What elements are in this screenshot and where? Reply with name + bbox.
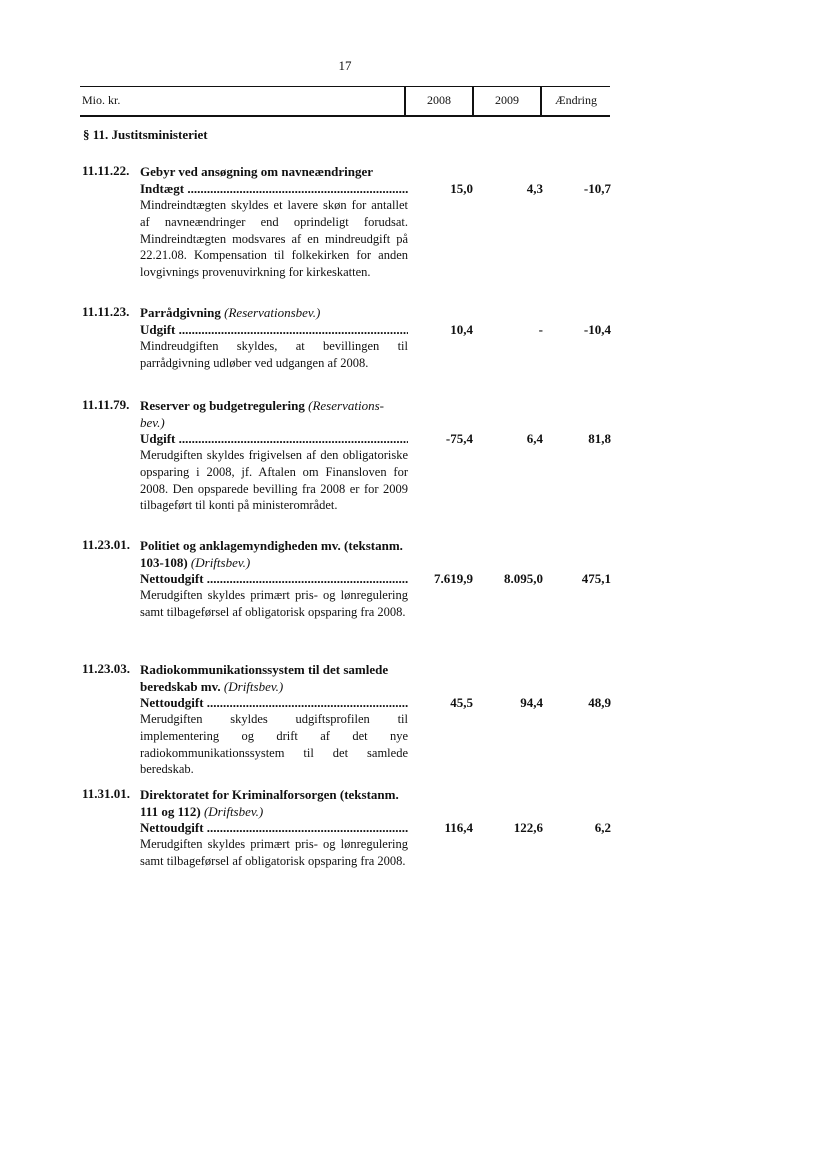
entry-lead-label: Udgift ..... [140,430,408,447]
value-2008: -75,4 [445,431,473,446]
entry-lead-label: Udgift ..... [140,321,408,338]
table-header-bottom-rule [80,115,610,117]
column-header-change: Ændring [555,93,597,107]
entry-title: Reserver og budgetregulering (Reservations-bev.) [140,398,384,430]
value-change: 475,1 [581,571,611,586]
value-2009: 4,3 [526,181,543,196]
value-2008: 45,5 [450,695,473,710]
entry-lead-label: Nettoudgift ..... [140,694,408,711]
entry-title: Parrådgivning (Reservationsbev.) [140,305,321,320]
entry-title: Direktoratet for Kriminalforsorgen (tekstanm. 111 og 112) (Driftsbev.) [140,787,399,819]
entry-description: Merudgiften skyldes primært pris- og lønregulering samt tilbageførsel af obligatorisk opsparing fra 2008. [140,588,408,619]
account-code: 11.11.79. [82,397,130,412]
account-code: 11.23.03. [82,661,131,676]
value-2008: 15,0 [450,181,473,196]
account-code: 11.11.22. [82,163,130,178]
account-code: 11.11.23. [82,304,130,319]
entry-title: Politiet og anklagemyndigheden mv. (tekstanm. 103-108) (Driftsbev.) [140,538,403,570]
value-2009: 6,4 [526,431,543,446]
column-header-2008: 2008 [427,93,451,107]
value-2009: - [538,322,543,337]
entry-description: Merudgiften skyldes frigivelsen af den obligatoriske opsparing i 2008, jf. Aftalen om Finansloven for 2008. Den opsparede bevilling fra 2008 er for 2009 tilbageført til konti på ministerområdet. [140,448,408,513]
unit-label: Mio. kr. [82,93,121,107]
value-2009: 94,4 [520,695,543,710]
value-change: -10,7 [583,181,611,196]
entry-title: Gebyr ved ansøgning om navneændringer [140,164,374,179]
entry-description: Merudgiften skyldes primært pris- og lønregulering samt tilbageførsel af obligatorisk opsparing fra 2008. [140,837,408,868]
entry-lead-label: Nettoudgift ..... [140,570,408,587]
value-change: 81,8 [588,431,611,446]
value-change: -10,4 [583,322,611,337]
value-2008: 10,4 [450,322,473,337]
account-code: 11.31.01. [82,786,131,801]
value-2008: 7.619,9 [434,571,473,586]
entry-description: Mindreudgiften skyldes, at bevillingen til parrådgivning udløber ved udgangen af 2008. [140,339,408,370]
account-code: 11.23.01. [82,537,131,552]
value-2008: 116,4 [444,820,473,835]
section-title: § 11. Justitsministeriet [83,127,208,142]
value-2009: 8.095,0 [504,571,543,586]
value-2009: 122,6 [513,820,543,835]
entry-description: Merudgiften skyldes udgiftsprofilen til implementering og drift af det nye radiokommunikationssystem til det samlede beredskab. [140,712,408,777]
value-change: 6,2 [594,820,611,835]
entry-lead-label: Indtægt ..... [140,180,408,197]
entry-lead-label: Nettoudgift ..... [140,819,408,836]
page-number: 17 [338,58,352,73]
value-change: 48,9 [588,695,611,710]
entry-description: Mindreindtægten skyldes et lavere skøn for antallet af navneændringer end oprindeligt forudsat. Mindreindtægten modsvares af en mindreudgift på 22.21.08. Kompensation til folkekirken for anden lovgivnings provenuvirkning for kirkeskatten. [140,198,408,280]
entry-title: Radiokommunikationssystem til det samlede beredskab mv. (Driftsbev.) [140,662,389,694]
column-header-2009: 2009 [495,93,519,107]
